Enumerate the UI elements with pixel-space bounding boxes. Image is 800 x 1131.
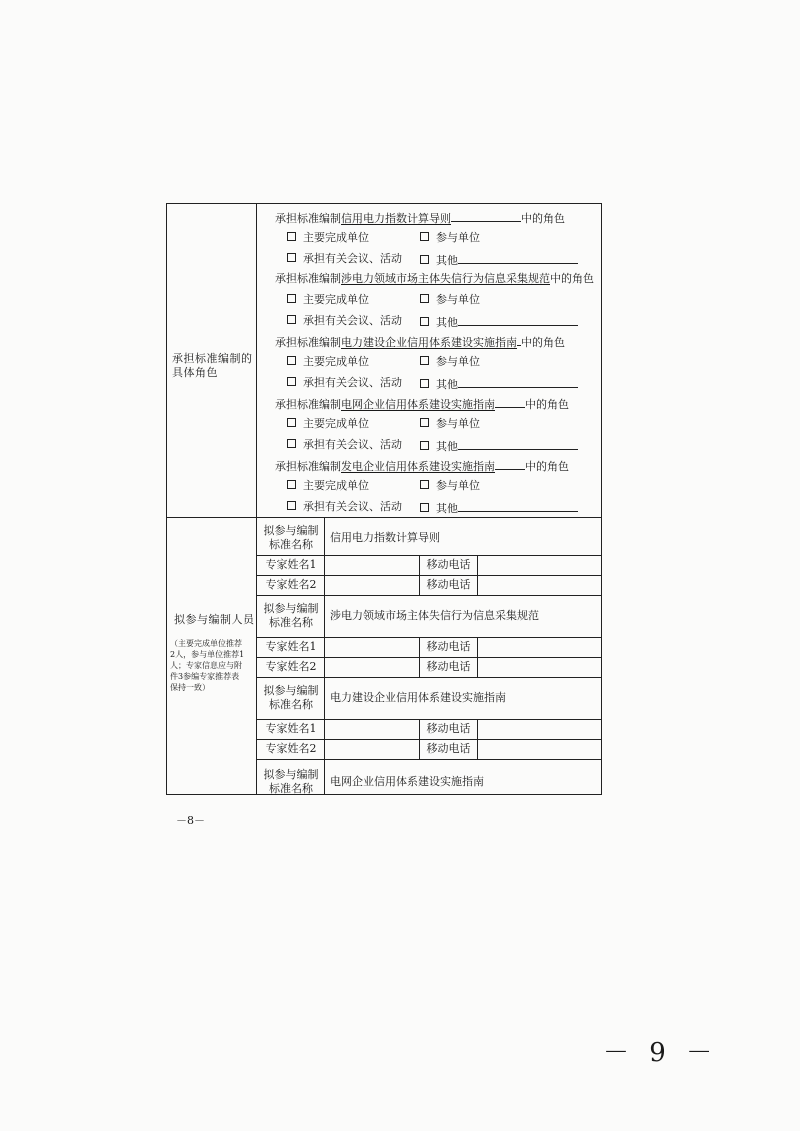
checkbox-label: 参与单位 bbox=[436, 293, 480, 306]
phone-input[interactable] bbox=[478, 558, 600, 572]
role-suffix: 中的角色 bbox=[550, 272, 594, 285]
checkbox-icon[interactable] bbox=[420, 503, 429, 512]
row-line bbox=[257, 575, 601, 576]
label-line: 标准名称 bbox=[269, 538, 313, 551]
role-name-blank bbox=[451, 210, 521, 222]
checkbox-icon[interactable] bbox=[420, 441, 429, 450]
checkbox-label: 承担有关会议、活动 bbox=[303, 314, 402, 327]
participants-section-label: 拟参与编制人员 bbox=[174, 613, 255, 626]
expert-name-input[interactable] bbox=[325, 742, 418, 756]
note-line: （主要完成单位推荐 bbox=[170, 639, 242, 648]
checkbox-main-unit[interactable] bbox=[287, 417, 369, 431]
other-input[interactable] bbox=[458, 314, 578, 326]
row-line bbox=[257, 677, 601, 678]
role-standard-name: 电力建设企业信用体系建设实施指南 bbox=[341, 336, 517, 349]
checkbox-main-unit[interactable] bbox=[287, 355, 369, 369]
checkbox-label: 承担有关会议、活动 bbox=[303, 252, 402, 265]
standard-name-value: 电网企业信用体系建设实施指南 bbox=[330, 775, 484, 788]
checkbox-meetings[interactable] bbox=[287, 252, 402, 266]
note-line: 件3参编专家推荐表 bbox=[170, 672, 240, 681]
role-standard-name: 信用电力指数计算导则 bbox=[341, 212, 451, 225]
note-line: 保持一致） bbox=[170, 683, 210, 692]
checkbox-meetings[interactable] bbox=[287, 500, 402, 514]
checkbox-icon[interactable] bbox=[287, 253, 296, 262]
checkbox-icon[interactable] bbox=[420, 480, 429, 489]
checkbox-icon[interactable] bbox=[287, 294, 296, 303]
label-line: 标准名称 bbox=[269, 782, 313, 795]
role-suffix: 中的角色 bbox=[521, 336, 565, 349]
role-prefix: 承担标准编制 bbox=[275, 460, 341, 473]
checkbox-label: 其他 bbox=[436, 316, 458, 329]
checkbox-icon[interactable] bbox=[287, 356, 296, 365]
role-prefix: 承担标准编制 bbox=[275, 212, 341, 225]
checkbox-icon[interactable] bbox=[420, 255, 429, 264]
checkbox-label: 参与单位 bbox=[436, 417, 480, 430]
role-standard-line bbox=[275, 210, 565, 226]
phone-label: 移动电话 bbox=[426, 558, 471, 571]
note-line: 人；专家信息应与附 bbox=[170, 661, 242, 670]
checkbox-other[interactable] bbox=[420, 438, 578, 454]
phone-label: 移动电话 bbox=[426, 578, 471, 591]
checkbox-label: 其他 bbox=[436, 378, 458, 391]
checkbox-participant[interactable] bbox=[420, 479, 480, 493]
role-prefix: 承担标准编制 bbox=[275, 336, 341, 349]
role-standard-line bbox=[275, 272, 594, 286]
expert-name-label: 专家姓名2 bbox=[265, 578, 317, 591]
checkbox-label: 承担有关会议、活动 bbox=[303, 438, 402, 451]
checkbox-icon[interactable] bbox=[287, 232, 296, 241]
phone-input[interactable] bbox=[478, 660, 600, 674]
role-prefix: 承担标准编制 bbox=[275, 398, 341, 411]
other-input[interactable] bbox=[458, 376, 578, 388]
checkbox-icon[interactable] bbox=[420, 232, 429, 241]
checkbox-label: 其他 bbox=[436, 254, 458, 267]
col-divider-main bbox=[256, 204, 257, 794]
expert-name-label: 专家姓名2 bbox=[265, 742, 317, 755]
checkbox-main-unit[interactable] bbox=[287, 293, 369, 307]
expert-name-input[interactable] bbox=[325, 722, 418, 736]
phone-label: 移动电话 bbox=[426, 742, 471, 755]
checkbox-label: 承担有关会议、活动 bbox=[303, 500, 402, 513]
expert-name-label: 专家姓名1 bbox=[265, 640, 317, 653]
checkbox-icon[interactable] bbox=[287, 439, 296, 448]
checkbox-label: 主要完成单位 bbox=[303, 417, 369, 430]
checkbox-participant[interactable] bbox=[420, 293, 480, 307]
application-form-table bbox=[166, 203, 602, 795]
row-line bbox=[257, 739, 601, 740]
role-standard-line bbox=[275, 334, 565, 350]
checkbox-icon[interactable] bbox=[287, 418, 296, 427]
label-line: 拟参与编制 bbox=[263, 602, 319, 615]
checkbox-label: 主要完成单位 bbox=[303, 479, 369, 492]
role-suffix: 中的角色 bbox=[525, 460, 569, 473]
checkbox-label: 参与单位 bbox=[436, 231, 480, 244]
checkbox-other[interactable] bbox=[420, 376, 578, 392]
checkbox-label: 主要完成单位 bbox=[303, 293, 369, 306]
role-section-label-line1: 承担标准编制的 bbox=[172, 352, 253, 365]
standard-name-value: 涉电力领域市场主体失信行为信息采集规范 bbox=[330, 609, 539, 622]
standard-name-value: 信用电力指数计算导则 bbox=[330, 531, 440, 544]
label-line: 拟参与编制 bbox=[263, 524, 319, 537]
role-standard-line bbox=[275, 458, 569, 474]
note-line: 2人，参与单位推荐1 bbox=[170, 650, 245, 659]
checkbox-icon[interactable] bbox=[420, 356, 429, 365]
checkbox-main-unit[interactable] bbox=[287, 231, 369, 245]
checkbox-icon[interactable] bbox=[420, 418, 429, 427]
expert-name-input[interactable] bbox=[325, 640, 418, 654]
other-input[interactable] bbox=[458, 500, 578, 512]
standard-name-value: 电力建设企业信用体系建设实施指南 bbox=[330, 691, 506, 704]
phone-label: 移动电话 bbox=[426, 640, 471, 653]
checkbox-meetings[interactable] bbox=[287, 438, 402, 452]
label-line: 拟参与编制 bbox=[263, 684, 319, 697]
row-line bbox=[257, 595, 601, 596]
phone-input[interactable] bbox=[478, 742, 600, 756]
checkbox-participant[interactable] bbox=[420, 231, 480, 245]
checkbox-label: 参与单位 bbox=[436, 479, 480, 492]
checkbox-label: 其他 bbox=[436, 440, 458, 453]
checkbox-participant[interactable] bbox=[420, 355, 480, 369]
phone-label: 移动电话 bbox=[426, 722, 471, 735]
label-line: 标准名称 bbox=[269, 698, 313, 711]
expert-name-input[interactable] bbox=[325, 558, 418, 572]
row-line bbox=[257, 759, 601, 760]
checkbox-other[interactable] bbox=[420, 314, 578, 330]
expert-name-input[interactable] bbox=[325, 660, 418, 674]
role-name-blank bbox=[495, 396, 525, 408]
checkbox-icon[interactable] bbox=[287, 480, 296, 489]
label-line: 拟参与编制 bbox=[263, 768, 319, 781]
phone-input[interactable] bbox=[478, 578, 600, 592]
role-prefix: 承担标准编制 bbox=[275, 272, 341, 285]
role-name-blank bbox=[495, 458, 525, 470]
standard-name-label bbox=[258, 524, 324, 552]
checkbox-icon[interactable] bbox=[420, 379, 429, 388]
row-line bbox=[257, 657, 601, 658]
other-input[interactable] bbox=[458, 252, 578, 264]
role-section-label-line2: 具体角色 bbox=[172, 366, 218, 379]
outer-page-number: － 9 － bbox=[603, 1038, 719, 1068]
expert-name-label: 专家姓名1 bbox=[265, 558, 317, 571]
standard-name-label bbox=[258, 684, 324, 712]
checkbox-icon[interactable] bbox=[287, 501, 296, 510]
expert-name-label: 专家姓名1 bbox=[265, 722, 317, 735]
role-section-label bbox=[172, 352, 254, 380]
role-suffix: 中的角色 bbox=[521, 212, 565, 225]
checkbox-label: 承担有关会议、活动 bbox=[303, 376, 402, 389]
row-line bbox=[257, 719, 601, 720]
row-line bbox=[257, 637, 601, 638]
role-standard-name: 电网企业信用体系建设实施指南 bbox=[341, 398, 495, 411]
phone-input[interactable] bbox=[478, 640, 600, 654]
checkbox-label: 主要完成单位 bbox=[303, 355, 369, 368]
participants-note bbox=[170, 638, 254, 693]
checkbox-icon[interactable] bbox=[287, 377, 296, 386]
role-standard-line bbox=[275, 396, 569, 412]
row-line bbox=[257, 555, 601, 556]
phone-label: 移动电话 bbox=[426, 660, 471, 673]
checkbox-other[interactable] bbox=[420, 252, 578, 268]
standard-name-label bbox=[258, 602, 324, 630]
other-input[interactable] bbox=[458, 438, 578, 450]
checkbox-label: 其他 bbox=[436, 502, 458, 515]
checkbox-main-unit[interactable] bbox=[287, 479, 369, 493]
checkbox-other[interactable] bbox=[420, 500, 578, 516]
expert-name-label: 专家姓名2 bbox=[265, 660, 317, 673]
section-divider bbox=[167, 517, 601, 518]
checkbox-icon[interactable] bbox=[287, 315, 296, 324]
checkbox-meetings[interactable] bbox=[287, 376, 402, 390]
role-standard-name: 发电企业信用体系建设实施指南 bbox=[341, 460, 495, 473]
expert-name-input[interactable] bbox=[325, 578, 418, 592]
phone-input[interactable] bbox=[478, 722, 600, 736]
inner-page-number: －8－ bbox=[176, 814, 205, 827]
checkbox-icon[interactable] bbox=[420, 294, 429, 303]
checkbox-label: 主要完成单位 bbox=[303, 231, 369, 244]
role-standard-name: 涉电力领域市场主体失信行为信息采集规范 bbox=[341, 272, 550, 285]
checkbox-participant[interactable] bbox=[420, 417, 480, 431]
checkbox-label: 参与单位 bbox=[436, 355, 480, 368]
checkbox-icon[interactable] bbox=[420, 317, 429, 326]
checkbox-meetings[interactable] bbox=[287, 314, 402, 328]
standard-name-label bbox=[258, 768, 324, 796]
role-suffix: 中的角色 bbox=[525, 398, 569, 411]
label-line: 标准名称 bbox=[269, 616, 313, 629]
